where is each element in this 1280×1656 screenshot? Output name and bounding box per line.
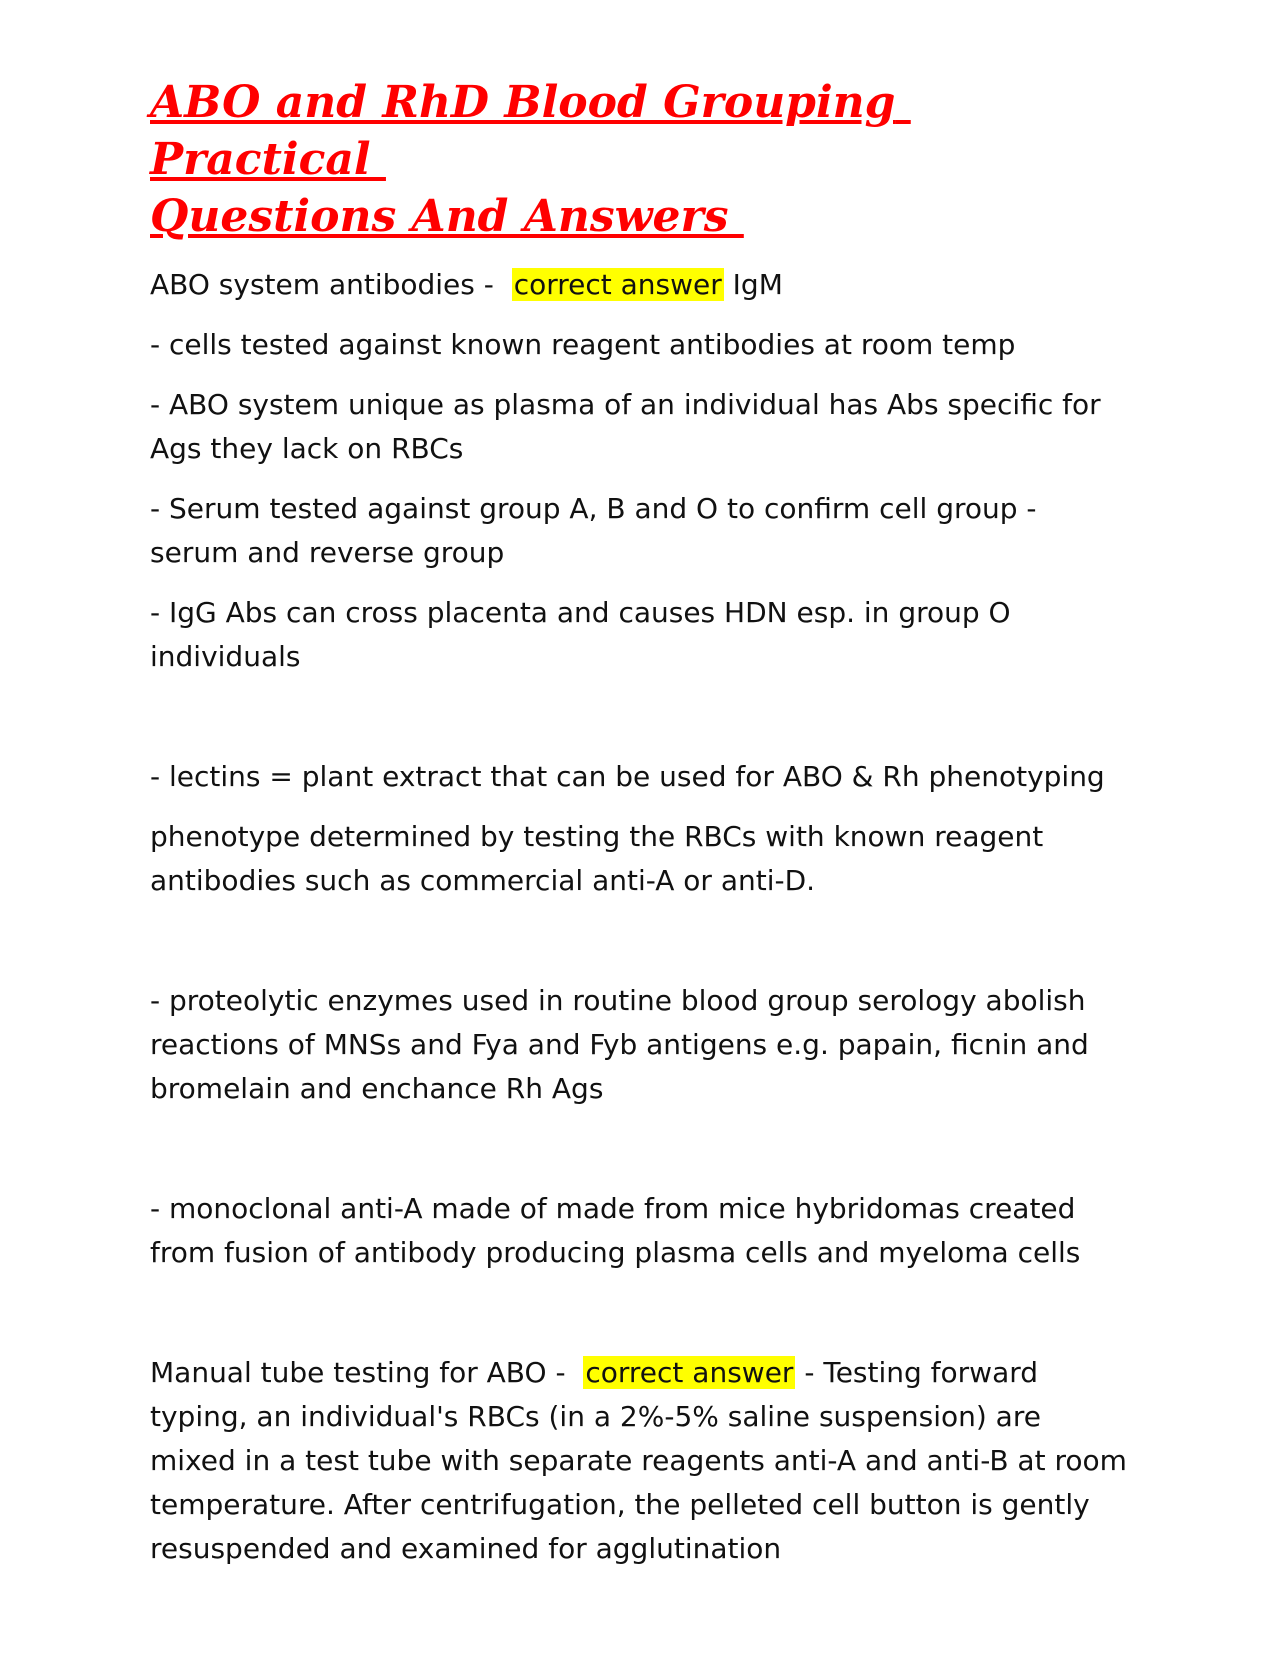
correct-answer-highlight: correct answer xyxy=(585,1356,794,1389)
title-line-1: ABO and RhD Blood Grouping Practical xyxy=(150,77,911,185)
answer-line: - Serum tested against group A, B and O to confirm cell group - serum and reverse group xyxy=(150,492,1046,569)
answer-line: - proteolytic enzymes used in routine blood group serology abolish reactions of MNSs and Fya and Fyb antigens e.g. papain, ficnin and bromelain and enchance Rh Ags xyxy=(150,984,1098,1105)
answer-line: - ABO system unique as plasma of an individual has Abs specific for Ags they lack on RBCs xyxy=(150,388,1110,465)
answer-line: phenotype determined by testing the RBCs with known reagent antibodies such as commercial anti-A or anti-D. xyxy=(150,820,1053,897)
answer-text: IgM xyxy=(723,268,783,301)
answer-text: - Testing forward typing, an individual's RBCs (in a 2%-5% saline suspension) are mixed in a test tube with separate reagents anti-A and anti-B at room temperature. After centrifugation, the pelleted cell button is gently resuspended and examined for agglutination xyxy=(150,1356,1136,1565)
spacer xyxy=(150,919,1130,979)
spacer xyxy=(150,1127,1130,1187)
answer-line: - monoclonal anti-A made of made from mice hybridomas created from fusion of antibody producing plasma cells and myeloma cells xyxy=(150,1192,1085,1269)
document-title xyxy=(150,74,1130,245)
title-line-2: Questions And Answers xyxy=(150,191,744,242)
question-abo-antibodies xyxy=(150,263,1130,307)
answer-line: - lectins = plant extract that can be used for ABO & Rh phenotyping xyxy=(150,760,1105,793)
spacer xyxy=(150,1291,1130,1351)
answer-line: - IgG Abs can cross placenta and causes HDN esp. in group O individuals xyxy=(150,596,1020,673)
correct-answer-highlight: correct answer xyxy=(513,268,722,301)
answer-line: - cells tested against known reagent antibodies at room temp xyxy=(150,328,1016,361)
question-manual-tube-testing xyxy=(150,1351,1136,1571)
spacer xyxy=(150,695,1130,755)
question-text: Manual tube testing for ABO - xyxy=(150,1356,584,1389)
question-text: ABO system antibodies - xyxy=(150,268,512,301)
document-page xyxy=(150,74,1136,1587)
